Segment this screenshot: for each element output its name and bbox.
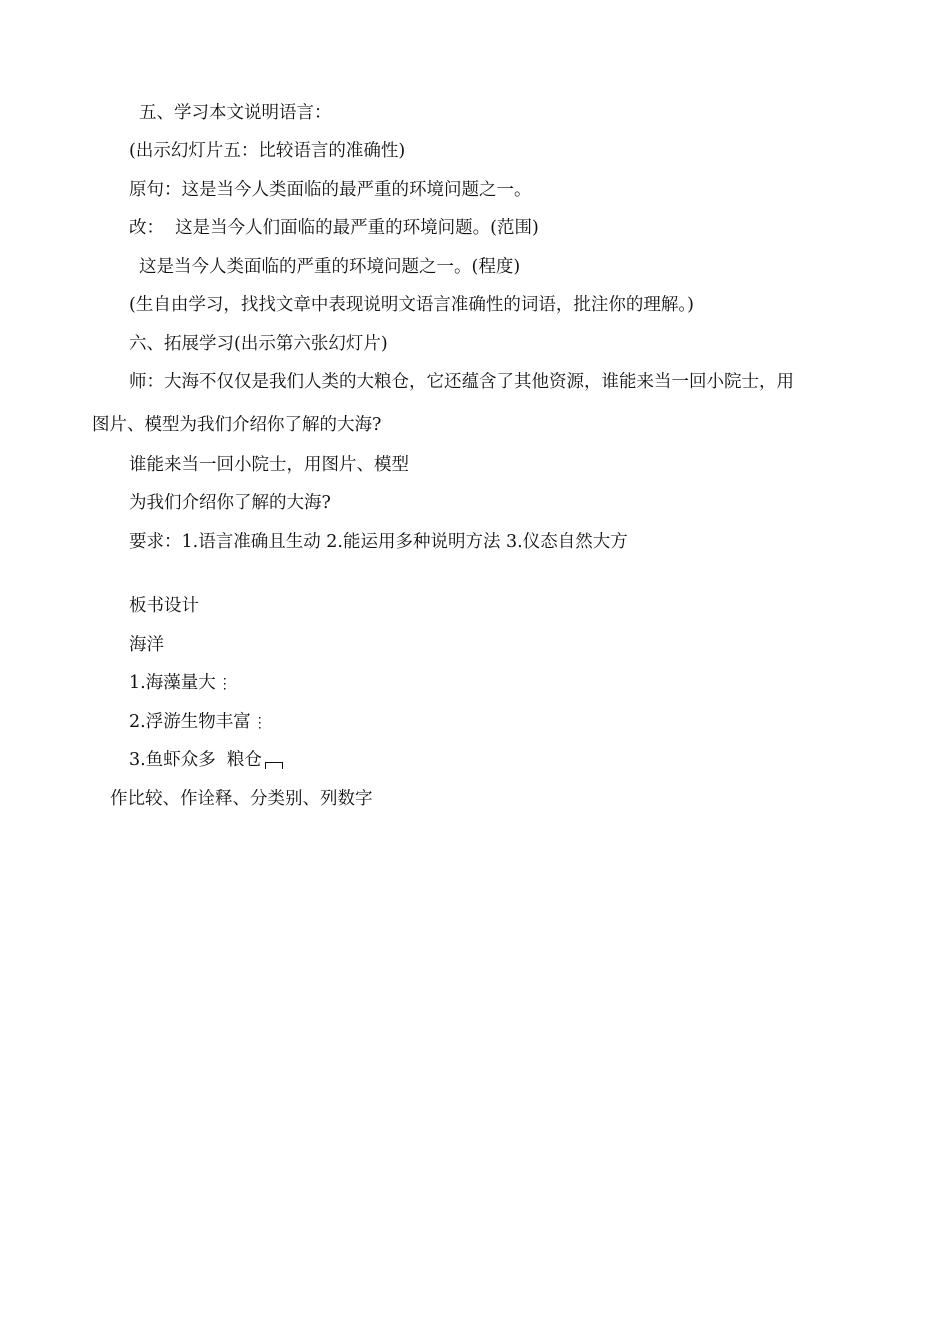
brace-mark	[265, 762, 283, 769]
self-study-note: (生自由学习，找找文章中表现说明文语言准确性的词语，批注你的理解。)	[129, 295, 694, 315]
board-design-title: 板书设计	[129, 596, 199, 616]
prompt-line-1: 谁能来当一回小院士，用图片、模型	[129, 455, 409, 475]
teacher-line-2: 图片、模型为我们介绍你了解的大海?	[92, 415, 382, 435]
board-item-2	[129, 710, 267, 735]
prompt-line-2: 为我们介绍你了解的大海?	[129, 493, 331, 513]
brace-mark: ⋮	[217, 675, 232, 692]
revised-sentence-2: 这是当今人类面临的严重的环境问题之一。(程度)	[139, 257, 521, 277]
brace-mark: ⋮	[252, 714, 267, 731]
section6-heading: 六、拓展学习(出示第六张幻灯片)	[129, 334, 388, 354]
board-item-1-text: 1.海藻量大	[129, 673, 216, 693]
board-topic: 海洋	[129, 635, 164, 655]
requirements: 要求：1.语言准确且生动 2.能运用多种说明方法 3.仪态自然大方	[129, 532, 628, 552]
explanation-methods: 作比较、作诠释、分类别、列数字	[110, 789, 373, 809]
original-sentence: 原句：这是当今人类面临的最严重的环境问题之一。	[129, 180, 532, 200]
board-item-3-text: 3.鱼虾众多 粮仓	[129, 750, 262, 770]
board-item-1	[129, 671, 232, 696]
board-item-2-text: 2.浮游生物丰富	[129, 712, 251, 732]
revised-sentence-1: 改： 这是当今人们面临的最严重的环境问题。(范围)	[129, 218, 539, 238]
teacher-line-1: 师：大海不仅仅是我们人类的大粮仓，它还蕴含了其他资源，谁能来当一回小院士，用	[129, 372, 794, 392]
board-item-3	[129, 748, 283, 772]
slide-note: (出示幻灯片五：比较语言的准确性)	[129, 141, 406, 161]
section5-heading: 五、学习本文说明语言：	[139, 103, 332, 123]
